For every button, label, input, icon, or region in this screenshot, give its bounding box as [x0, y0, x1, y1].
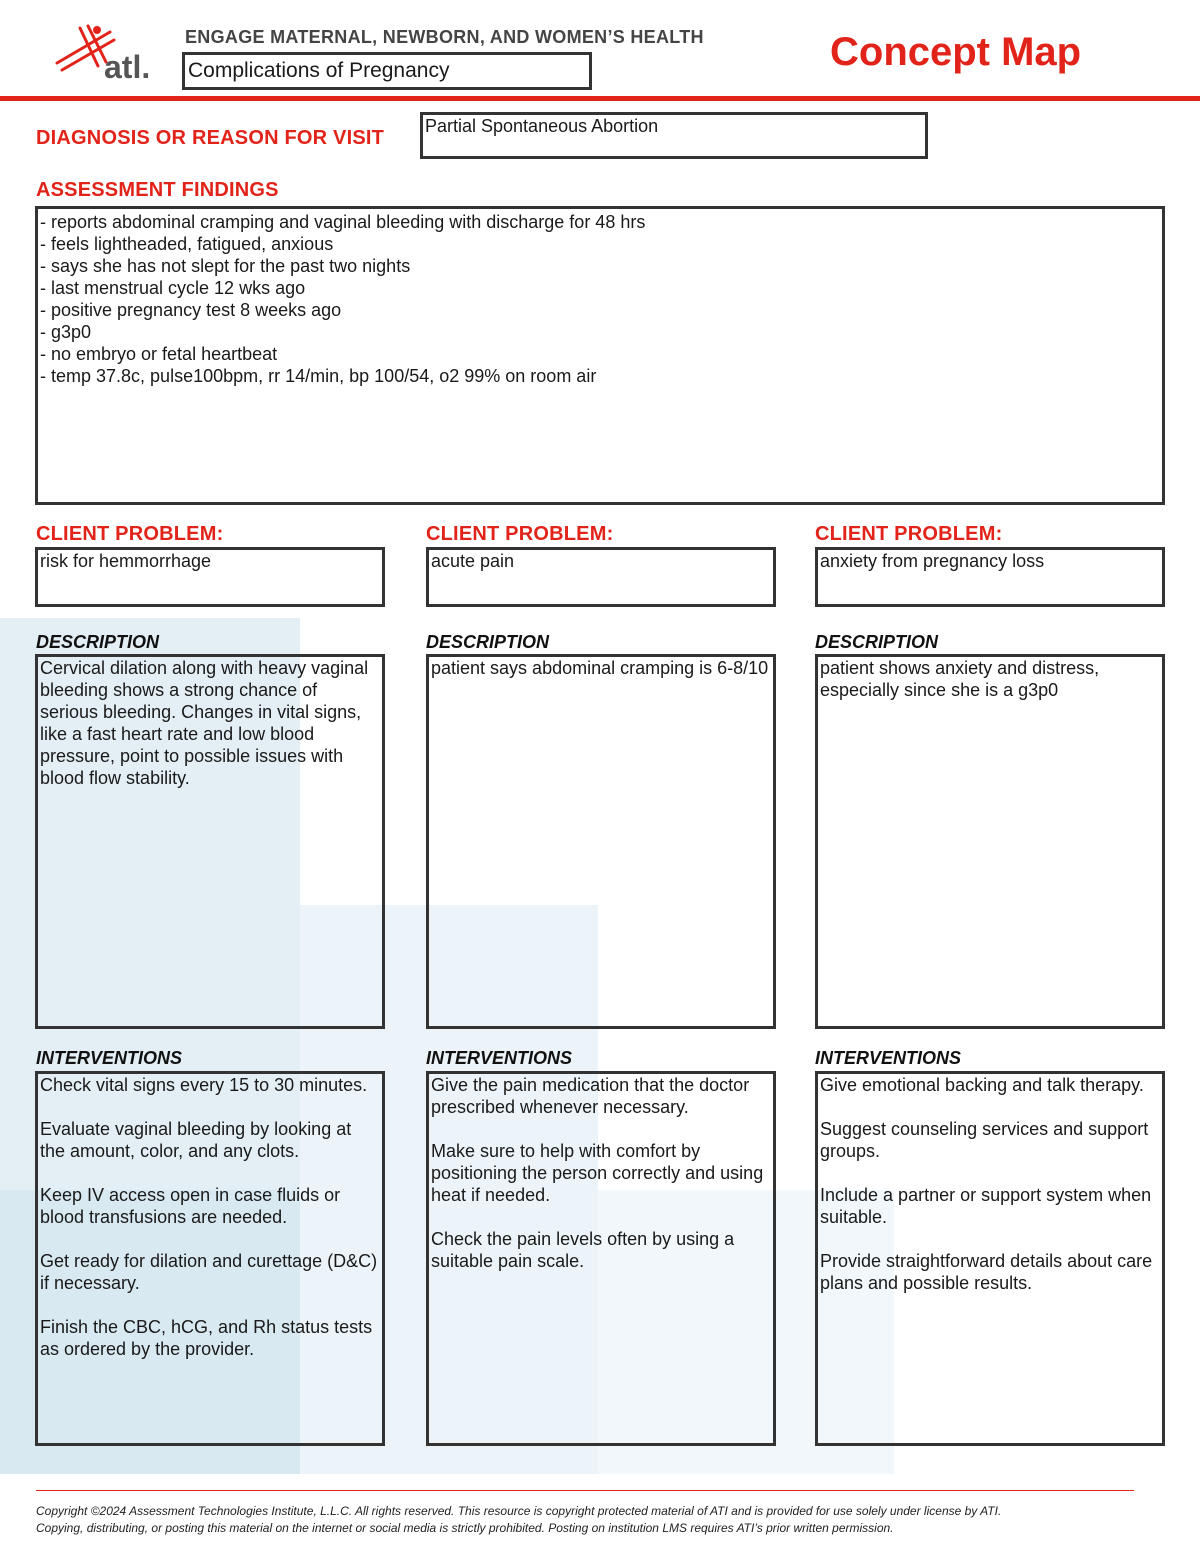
description-label: DESCRIPTION [815, 632, 939, 652]
client-problem-field[interactable]: acute pain [426, 547, 776, 607]
description-field[interactable]: Cervical dilation along with heavy vaginal bleeding shows a strong chance of serious bleeding. Changes in vital signs, like a fast heart rate and low blood pressure, point to possible issues with blood flow stability. [35, 654, 385, 1029]
logo-text: atl. [104, 49, 151, 83]
assessment-label: ASSESSMENT FINDINGS [36, 179, 279, 201]
footer-divider [36, 1490, 1134, 1491]
client-problem-field[interactable]: anxiety from pregnancy loss [815, 547, 1165, 607]
client-problem-label: CLIENT PROBLEM: [815, 523, 1003, 545]
description-field[interactable]: patient says abdominal cramping is 6-8/10 [426, 654, 776, 1029]
assessment-field[interactable]: - reports abdominal cramping and vaginal bleeding with discharge for 48 hrs - feels lightheaded, fatigued, anxious - says she has not slept for the past two nights - last menstrual cycle 12 wks ago - positive pregnancy test 8 weeks ago - g3p0 - no embryo or fetal heartbeat - temp 37.8c, pulse100bpm, rr 14/min, bp 100/54, o2 99% on room air [35, 206, 1165, 505]
interventions-field[interactable]: Check vital signs every 15 to 30 minutes. Evaluate vaginal bleeding by looking at the amount, color, and any clots. Keep IV access open in case fluids or blood transfusions are needed. Get ready for dilation and curettage (D&C) if necessary. Finish the CBC, hCG, and Rh status tests as ordered by the provider. [35, 1071, 385, 1446]
topic-field[interactable]: Complications of Pregnancy [182, 52, 592, 90]
ati-logo-mark [52, 18, 167, 83]
copyright-notice [36, 1503, 1166, 1537]
client-problem-label: CLIENT PROBLEM: [426, 523, 614, 545]
interventions-label: INTERVENTIONS [426, 1048, 573, 1068]
description-field[interactable]: patient shows anxiety and distress, especially since she is a g3p0 [815, 654, 1165, 1029]
description-label: DESCRIPTION [36, 632, 160, 652]
page-subtitle: ENGAGE MATERNAL, NEWBORN, AND WOMEN’S HEALTH [185, 27, 704, 47]
copyright-line-2: Copying, distributing, or posting this material on the internet or social media is strictly prohibited. Posting on institution LMS requires ATI’s prior written permission. [36, 1521, 894, 1535]
page-title: Concept Map [830, 30, 1082, 74]
copyright-line-1: Copyright ©2024 Assessment Technologies Institute, L.L.C. All rights reserved. This resource is copyright protected material of ATI and is provided for use solely under license by ATI. [36, 1504, 1002, 1518]
diagnosis-label: DIAGNOSIS OR REASON FOR VISIT [36, 127, 385, 149]
ati-logo [52, 18, 167, 83]
header-divider [0, 96, 1200, 101]
interventions-field[interactable]: Give emotional backing and talk therapy. Suggest counseling services and support groups. Include a partner or support system when suitable. Provide straightforward details about care plans and possible results. [815, 1071, 1165, 1446]
diagnosis-field[interactable]: Partial Spontaneous Abortion [420, 112, 928, 159]
client-problem-label: CLIENT PROBLEM: [36, 523, 224, 545]
interventions-label: INTERVENTIONS [815, 1048, 962, 1068]
description-label: DESCRIPTION [426, 632, 550, 652]
client-problem-field[interactable]: risk for hemmorrhage [35, 547, 385, 607]
interventions-field[interactable]: Give the pain medication that the doctor prescribed whenever necessary. Make sure to help with comfort by positioning the person correctly and using heat if needed. Check the pain levels often by using a suitable pain scale. [426, 1071, 776, 1446]
interventions-label: INTERVENTIONS [36, 1048, 183, 1068]
